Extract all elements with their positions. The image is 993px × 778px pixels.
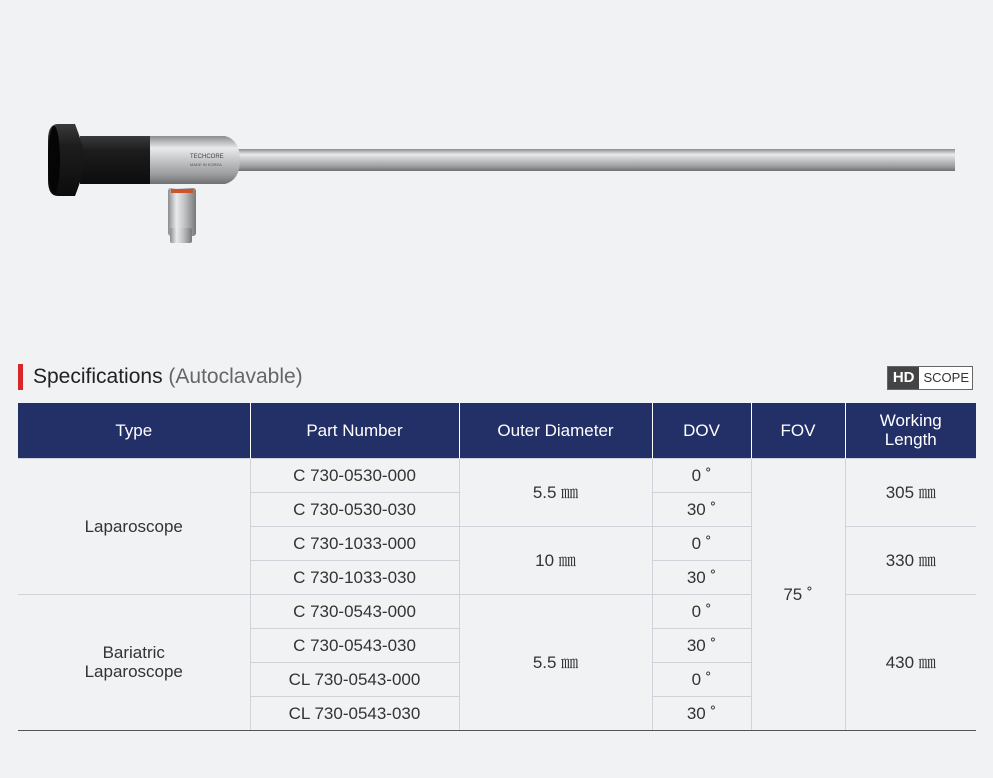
type-bariatric-line2: Laparoscope xyxy=(84,662,183,681)
specifications-subtitle: (Autoclavable) xyxy=(168,365,303,388)
dov-cell: 0 ˚ xyxy=(652,594,751,628)
diameter-cell: 5.5 ㎜ xyxy=(459,594,652,730)
part-number-cell: C 730-0530-000 xyxy=(250,458,459,492)
dov-cell: 0 ˚ xyxy=(652,662,751,696)
part-number-cell: CL 730-0543-000 xyxy=(250,662,459,696)
diameter-cell: 10 ㎜ xyxy=(459,526,652,594)
part-number-cell: C 730-1033-030 xyxy=(250,560,459,594)
part-number-cell: CL 730-0543-030 xyxy=(250,696,459,730)
table-row xyxy=(18,458,976,492)
dov-cell: 30 ˚ xyxy=(652,696,751,730)
hd-scope-badge xyxy=(887,366,973,390)
section-accent-bar xyxy=(18,364,23,390)
type-cell: Laparoscope xyxy=(18,458,250,594)
header-working-length-line1: Working xyxy=(879,411,942,431)
header-outer-diameter: Outer Diameter xyxy=(459,403,652,458)
part-number-cell: C 730-1033-000 xyxy=(250,526,459,560)
specifications-header xyxy=(18,363,976,391)
header-dov: DOV xyxy=(652,403,751,458)
dov-cell: 0 ˚ xyxy=(652,526,751,560)
part-number-cell: C 730-0543-030 xyxy=(250,628,459,662)
header-working-length xyxy=(845,403,976,458)
section-title xyxy=(33,363,303,391)
type-cell xyxy=(18,594,250,730)
specifications-title: Specifications xyxy=(33,365,163,388)
part-number-cell: C 730-0543-000 xyxy=(250,594,459,628)
header-working-length-line2: Length xyxy=(884,430,937,450)
part-number-cell: C 730-0530-030 xyxy=(250,492,459,526)
working-length-cell: 430 ㎜ xyxy=(845,594,976,730)
dov-cell: 30 ˚ xyxy=(652,492,751,526)
dov-cell: 30 ˚ xyxy=(652,560,751,594)
badge-hd: HD xyxy=(888,367,920,389)
badge-scope: SCOPE xyxy=(923,370,969,385)
type-bariatric-line1: Bariatric xyxy=(102,643,165,662)
laparoscope-image xyxy=(40,110,960,260)
engraving-sub: MADE IN KOREA xyxy=(190,162,222,167)
dov-cell: 30 ˚ xyxy=(652,628,751,662)
header-fov: FOV xyxy=(751,403,845,458)
brand-engraving: TECHCORE xyxy=(190,154,224,160)
dov-cell: 0 ˚ xyxy=(652,458,751,492)
working-length-cell: 305 ㎜ xyxy=(845,458,976,526)
table-header-row xyxy=(18,403,976,458)
specifications-table xyxy=(18,403,976,731)
header-type: Type xyxy=(18,403,250,458)
working-length-cell: 330 ㎜ xyxy=(845,526,976,594)
fov-cell: 75 ˚ xyxy=(751,458,845,730)
diameter-cell: 5.5 ㎜ xyxy=(459,458,652,526)
header-part-number: Part Number xyxy=(250,403,459,458)
